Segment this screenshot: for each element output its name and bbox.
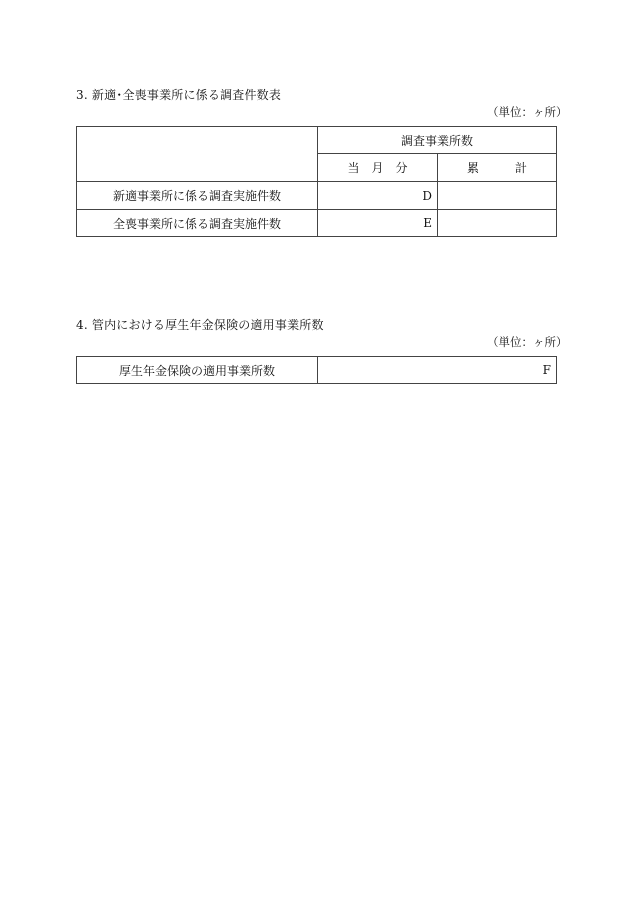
header-cumulative: 累 計	[438, 154, 557, 182]
survey-count-table	[76, 126, 557, 237]
table-header-row	[77, 127, 557, 154]
value-cell: F	[318, 357, 557, 384]
cumulative-value-cell	[438, 210, 557, 237]
row-label: 新適事業所に係る調査実施件数	[77, 182, 318, 210]
section4-heading: 4. 管内における厚生年金保険の適用事業所数	[76, 318, 324, 332]
month-value-cell: D	[318, 182, 438, 210]
table-row	[77, 182, 557, 210]
row-label: 厚生年金保険の適用事業所数	[77, 357, 318, 384]
month-value-cell: E	[318, 210, 438, 237]
cumulative-value-cell	[438, 182, 557, 210]
table-row	[77, 357, 557, 384]
section3-heading: 3. 新適･全喪事業所に係る調査件数表	[76, 88, 282, 102]
section3-unit-label: （単位：ヶ所）	[487, 105, 568, 119]
row-label: 全喪事業所に係る調査実施件数	[77, 210, 318, 237]
header-blank-cell	[77, 127, 318, 182]
header-current-month: 当 月 分	[318, 154, 438, 182]
section4-unit-label: （単位：ヶ所）	[487, 335, 568, 349]
applicable-establishments-table	[76, 356, 557, 384]
table-row	[77, 210, 557, 237]
header-survey-count: 調査事業所数	[318, 127, 557, 154]
